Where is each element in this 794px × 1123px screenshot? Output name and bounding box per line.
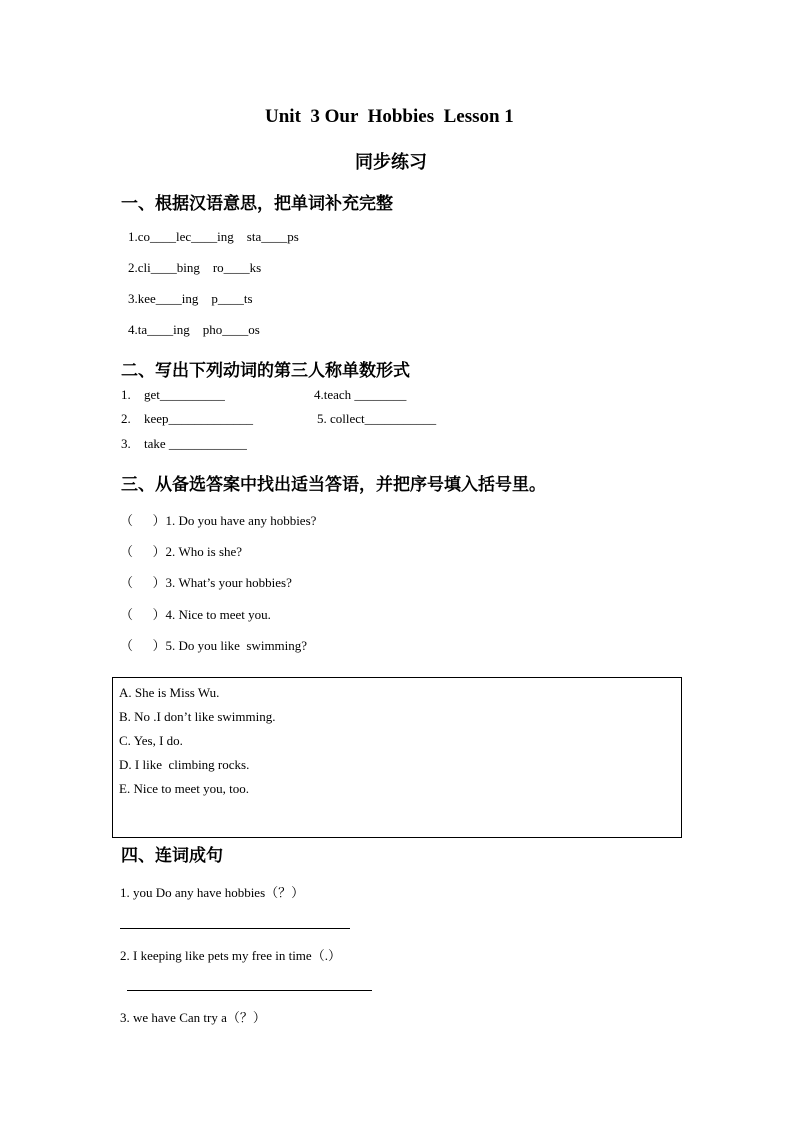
question-row: （ ）2. Who is she? <box>120 544 243 559</box>
question-row: （ ）1. Do you have any hobbies? <box>120 513 317 528</box>
section-3-heading: 三、从备选答案中找出适当答语，并把序号填入括号里。 <box>121 475 546 495</box>
section-2-item: 5. collect___________ <box>317 411 437 426</box>
section-1-item: 3.kee____ing p____ts <box>128 291 253 306</box>
sentence-prompt: 2. I keeping like pets my free in time（.） <box>120 948 341 963</box>
answer-option: B. No .I don’t like swimming. <box>119 709 276 724</box>
section-2-item: get__________ <box>144 387 225 402</box>
answer-line <box>127 990 372 991</box>
answer-option: E. Nice to meet you, too. <box>119 781 249 796</box>
section-2-item: keep_____________ <box>144 411 254 426</box>
question-row: （ ）5. Do you like swimming? <box>120 638 308 653</box>
sentence-prompt: 3. we have Can try a（？） <box>120 1010 266 1025</box>
question-row: （ ）3. What’s your hobbies? <box>120 575 292 590</box>
answer-option: D. I like climbing rocks. <box>119 757 250 772</box>
sentence-prompt: 1. you Do any have hobbies（？） <box>120 885 305 900</box>
question-row: （ ）4. Nice to meet you. <box>120 607 271 622</box>
section-2-item-number: 1. <box>121 387 131 402</box>
section-2-item: take ____________ <box>144 436 247 451</box>
section-2-item-number: 2. <box>121 411 131 426</box>
answer-line <box>120 928 350 929</box>
section-4-heading: 四、连词成句 <box>121 846 223 866</box>
section-1-item: 1.co____lec____ing sta____ps <box>128 229 299 244</box>
page-title: Unit 3 Our Hobbies Lesson 1 <box>265 106 514 127</box>
answer-option: A. She is Miss Wu. <box>119 685 220 700</box>
section-2-item-number: 3. <box>121 436 131 451</box>
answer-option: C. Yes, I do. <box>119 733 183 748</box>
section-2-item: 4.teach ________ <box>314 387 407 402</box>
section-2-heading: 二、写出下列动词的第三人称单数形式 <box>121 361 410 381</box>
section-1-item: 2.cli____bing ro____ks <box>128 260 262 275</box>
section-1-heading: 一、根据汉语意思，把单词补充完整 <box>121 194 393 214</box>
page-subtitle: 同步练习 <box>355 152 427 173</box>
section-1-item: 4.ta____ing pho____os <box>128 322 260 337</box>
